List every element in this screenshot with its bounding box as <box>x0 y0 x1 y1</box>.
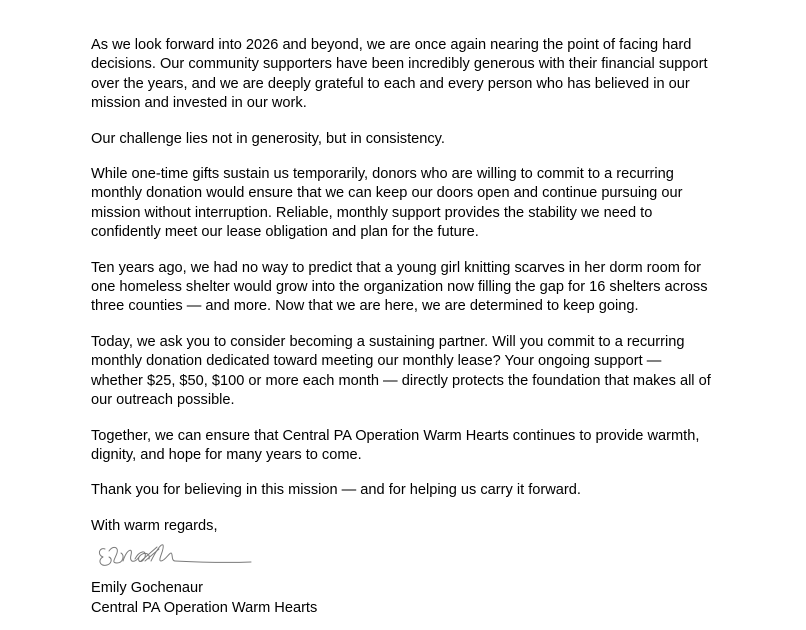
text-line: Our challenge lies not in generosity, but in consistency. <box>91 130 445 147</box>
paragraph-challenge <box>91 130 791 149</box>
text-line: mission and invested in our work. <box>91 95 307 112</box>
text-line: While one-time gifts sustain us temporarily, donors who are willing to commit to a recurring <box>91 166 674 183</box>
text-line: whether $25, $50, $100 or more each month — directly protects the foundation that makes all of <box>91 372 711 389</box>
letter-body <box>91 36 791 618</box>
paragraph-together <box>91 427 791 466</box>
signature-icon <box>95 539 255 571</box>
text-line: confidently meet our lease obligation and plan for the future. <box>91 224 479 241</box>
paragraph-thanks <box>91 481 791 500</box>
text-line: Thank you for believing in this mission — and for helping us carry it forward. <box>91 482 581 499</box>
text-line: one homeless shelter would grow into the organization now filling the gap for 16 shelters across <box>91 279 708 296</box>
paragraph-outlook <box>91 36 791 114</box>
text-line: Together, we can ensure that Central PA Operation Warm Hearts continues to provide warmth, <box>91 427 700 444</box>
paragraph-recurring-gifts <box>91 165 791 243</box>
text-line: over the years, and we are deeply grateful to each and every person who has believed in our <box>91 75 690 92</box>
text-line: mission without interruption. Reliable, monthly support provides the stability we need to <box>91 204 653 221</box>
signer-name: Emily Gochenaur <box>91 580 203 597</box>
signer-organization: Central PA Operation Warm Hearts <box>91 599 318 616</box>
text-line: monthly donation dedicated toward meeting our monthly lease? Your ongoing support — <box>91 353 662 370</box>
paragraph-ask <box>91 333 791 411</box>
text-line: As we look forward into 2026 and beyond, we are once again nearing the point of facing hard <box>91 37 692 53</box>
text-line: monthly donation would ensure that we can keep our doors open and continue pursuing our <box>91 185 683 202</box>
text-line: our outreach possible. <box>91 392 235 409</box>
text-line: dignity, and hope for many years to come. <box>91 446 362 463</box>
paragraph-history <box>91 259 791 317</box>
text-line: Today, we ask you to consider becoming a sustaining partner. Will you commit to a recurring <box>91 333 685 350</box>
closing-salutation: With warm regards, <box>91 517 218 534</box>
text-line: decisions. Our community supporters have been incredibly generous with their financial support <box>91 56 708 73</box>
text-line: three counties — and more. Now that we are here, we are determined to keep going. <box>91 298 639 315</box>
text-line: Ten years ago, we had no way to predict that a young girl knitting scarves in her dorm room for <box>91 259 702 276</box>
